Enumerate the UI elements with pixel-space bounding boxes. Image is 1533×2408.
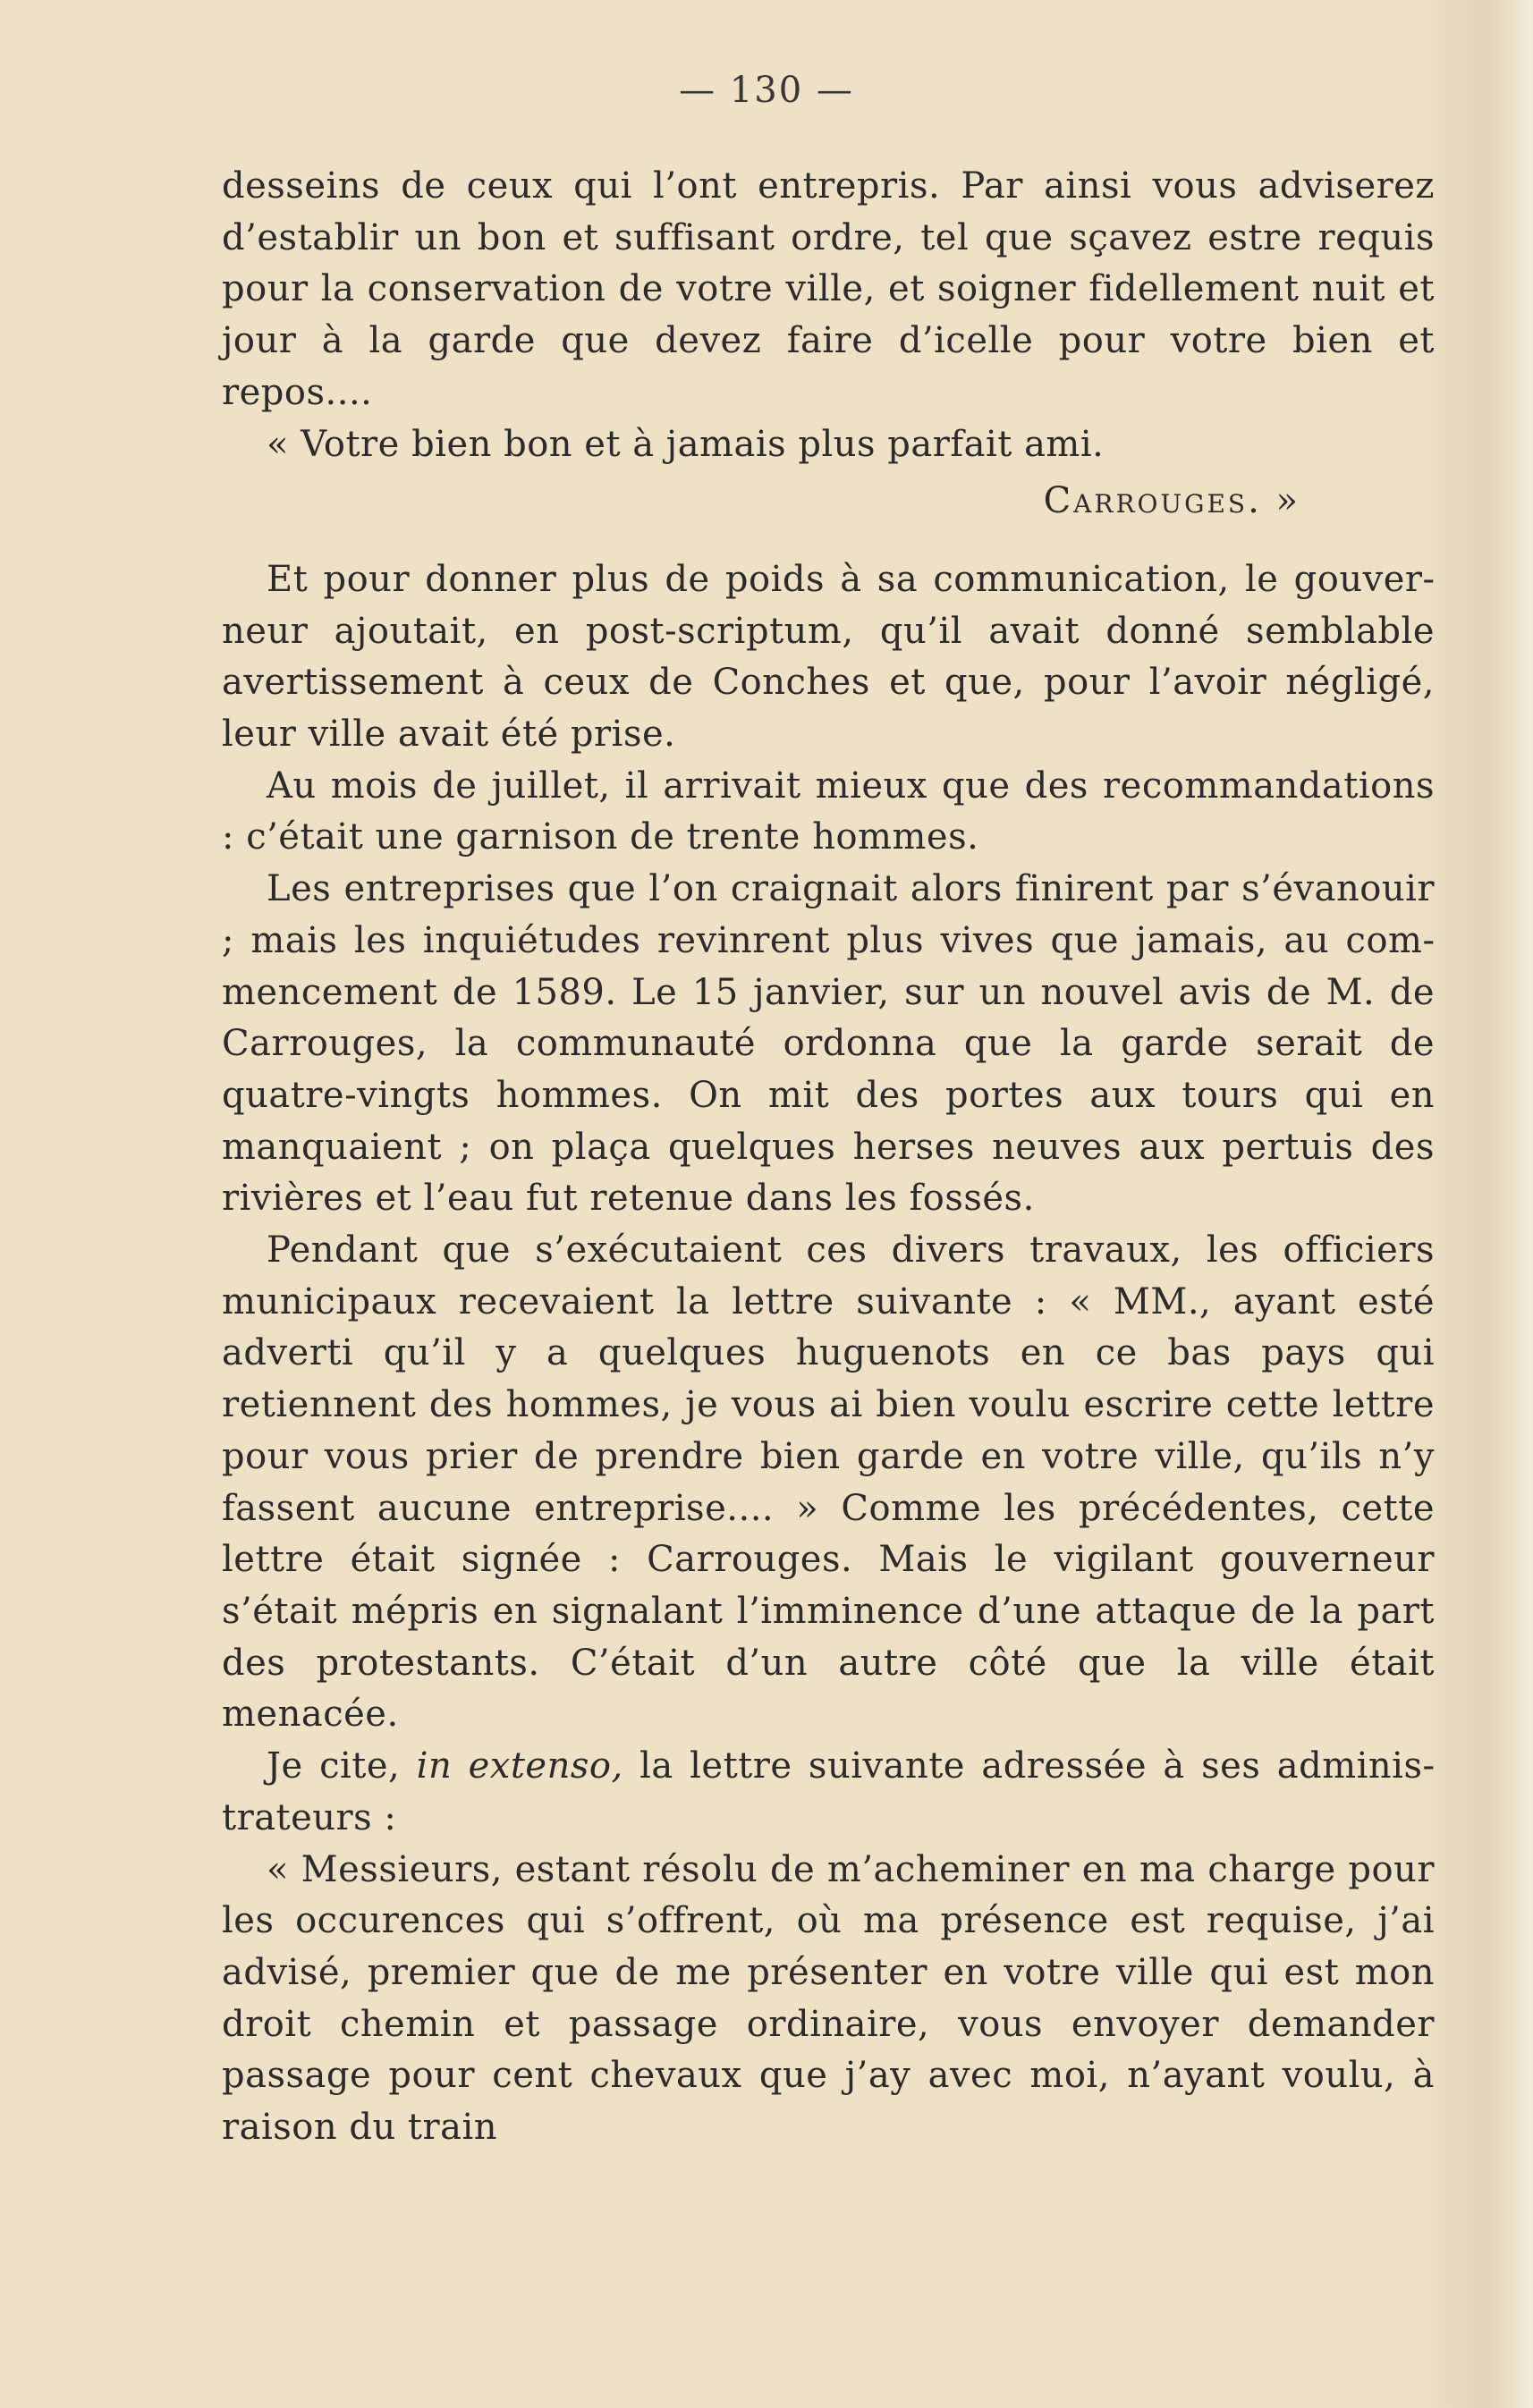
paragraph-in-extenso: [222, 1741, 1435, 1844]
p5-after: la lettre suivante adressée à ses administrateurs :: [222, 1745, 1436, 1838]
letter-continuation: desseins de ceux qui l’ont entrepris. Par ainsi vous adviserez d’establir un bon et suffisant ordre, tel que sçavez estre requis pour la conservation de votre ville, et soigner fidellement nuit et jour à la garde que devez faire d’icelle pour votre bien et repos....: [222, 165, 1435, 413]
p5-italic: in extenso,: [416, 1745, 623, 1787]
paragraph-letter-huguenots: Pendant que s’exécutaient ces divers travaux, les officiers municipaux recevaient la lettre suivante : « MM., ayant esté adverti qu’il y a quelques huguenots en ce bas pays qui retiennent des hommes, je vous ai bien voulu escrire cette lettre pour vous prier de prendre bien garde en votre ville, qu’ils n’y fassent aucune entreprise.... » Comme les précédentes, cette lettre était signée : Carrouges. Mais le vigilant gouverneur s’était mépris en signalant l’imminence d’une attaque de la part des protestants. C’était d’un autre côté que la ville était menacée.: [222, 1229, 1435, 1736]
paragraph-garrison: Au mois de juillet, il arrivait mieux que des recommandations : c’était une garnison de trente hommes.: [222, 765, 1435, 858]
letter-closing: « Votre bien bon et à jamais plus parfait ami.: [267, 423, 1105, 465]
signature-name: Carrouges. »: [1043, 480, 1300, 522]
body-text: [222, 161, 1435, 2154]
paragraph-messieurs-letter: « Messieurs, estant résolu de m’acheminer en ma charge pour les occurences qui s’offrent, où ma présence est requise, j’ai advisé, premier que de me présenter en votre ville qui est mon droit chemin et passage ordinaire, vous envoyer demander passage pour cent chevaux que j’ay avec moi, n’ayant voulu, à raison du train: [222, 1848, 1435, 2149]
paragraph-1589: Les entreprises que l’on craignait alors finirent par s’évanouir ; mais les inquiétudes revinrent plus vives que jamais, au commencement de 1589. Le 15 janvier, sur un nouvel avis de M. de Carrouges, la communauté ordonna que la garde serait de quatre-vingts hommes. On mit des portes aux tours qui en manquaient ; on plaça quelques herses neuves aux pertuis des rivières et l’eau fut retenue dans les fossés.: [222, 868, 1435, 1220]
p5-before: Je cite,: [267, 1745, 401, 1787]
letter-signature: [222, 476, 1435, 528]
paragraph-postscript: Et pour donner plus de poids à sa communication, le gouverneur ajoutait, en post-scriptum, qu’il avait donné semblable avertissement à ceux de Conches et que, pour l’avoir négligé, leur ville avait été prise.: [222, 558, 1435, 756]
page-number: — 130 —: [679, 70, 854, 111]
